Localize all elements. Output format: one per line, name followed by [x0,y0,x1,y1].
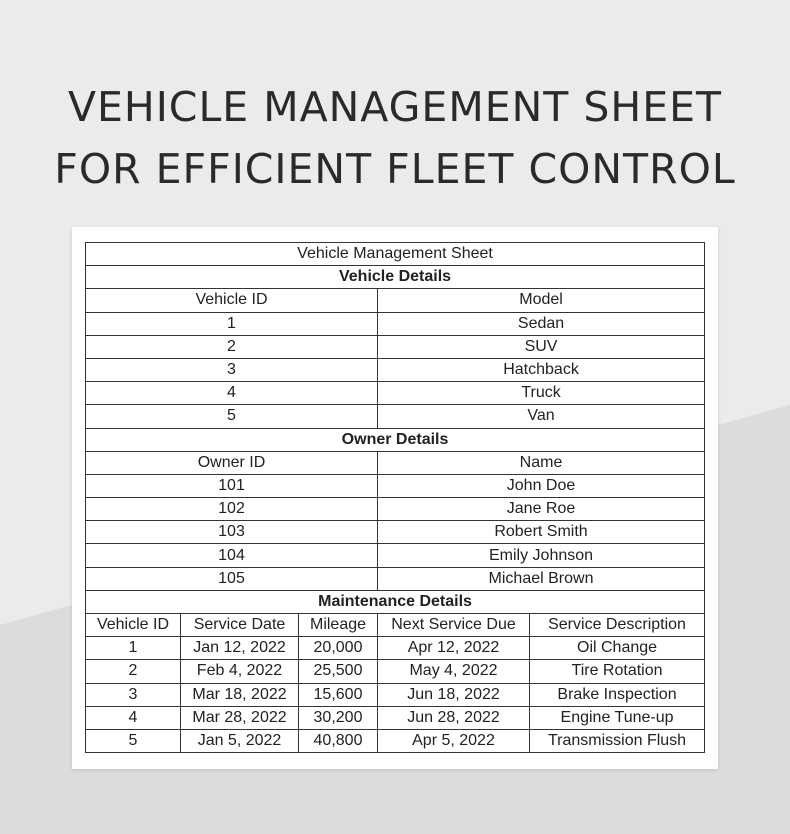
table-cell: 1 [86,637,181,660]
table-cell: Van [378,405,705,428]
table-row [86,567,705,590]
section-heading-row [86,266,705,289]
column-header: Owner ID [86,451,378,474]
table-cell: Engine Tune-up [530,706,705,729]
sheet-caption: Vehicle Management Sheet [86,243,705,266]
table-cell: 3 [86,683,181,706]
table-cell: Apr 12, 2022 [378,637,530,660]
column-header: Model [378,289,705,312]
table-cell: 103 [86,521,378,544]
table-row [86,637,705,660]
table-cell: 1 [86,312,378,335]
table-cell: 5 [86,405,378,428]
table-cell: Jan 5, 2022 [181,729,299,752]
table-cell: Sedan [378,312,705,335]
table-cell: Oil Change [530,637,705,660]
table-header-row [86,614,705,637]
column-header: Service Date [181,614,299,637]
column-header: Vehicle ID [86,614,181,637]
table-cell: Jun 28, 2022 [378,706,530,729]
spreadsheet-card [72,227,718,769]
title-line-1: VEHICLE MANAGEMENT SHEET [67,83,723,131]
table-cell: Brake Inspection [530,683,705,706]
column-header: Next Service Due [378,614,530,637]
table-cell: Emily Johnson [378,544,705,567]
table-cell: 4 [86,706,181,729]
column-header: Name [378,451,705,474]
table-cell: Jun 18, 2022 [378,683,530,706]
column-header: Mileage [299,614,378,637]
sheet-caption-row [86,243,705,266]
table-cell: Tire Rotation [530,660,705,683]
title-line-2: FOR EFFICIENT FLEET CONTROL [54,145,736,193]
table-row [86,474,705,497]
table-cell: Hatchback [378,358,705,381]
table-row [86,382,705,405]
table-cell: May 4, 2022 [378,660,530,683]
table-cell: 5 [86,729,181,752]
table-cell: Apr 5, 2022 [378,729,530,752]
table-row [86,660,705,683]
table-cell: 20,000 [299,637,378,660]
column-header: Vehicle ID [86,289,378,312]
table-cell: Mar 18, 2022 [181,683,299,706]
table-header-row [86,289,705,312]
table-cell: Jane Roe [378,498,705,521]
table-row [86,335,705,358]
owner-details-heading: Owner Details [86,428,705,451]
table-cell: 105 [86,567,378,590]
table-cell: SUV [378,335,705,358]
table-cell: Truck [378,382,705,405]
maintenance-details-heading: Maintenance Details [86,590,705,613]
table-row [86,521,705,544]
table-cell: Mar 28, 2022 [181,706,299,729]
table-cell: 101 [86,474,378,497]
table-cell: 4 [86,382,378,405]
table-cell: 2 [86,335,378,358]
page-title [0,76,790,200]
table-row [86,706,705,729]
table-row [86,683,705,706]
table-row [86,729,705,752]
table-header-row [86,451,705,474]
table-cell: 104 [86,544,378,567]
table-cell: Michael Brown [378,567,705,590]
table-row [86,498,705,521]
table-row [86,544,705,567]
table-cell: 3 [86,358,378,381]
section-heading-row [86,428,705,451]
table-cell: 102 [86,498,378,521]
table-row [86,312,705,335]
table-cell: 25,500 [299,660,378,683]
table-cell: 40,800 [299,729,378,752]
table-cell: Jan 12, 2022 [181,637,299,660]
table-cell: Robert Smith [378,521,705,544]
table-cell: Feb 4, 2022 [181,660,299,683]
vehicle-details-heading: Vehicle Details [86,266,705,289]
section-heading-row [86,590,705,613]
table-cell: 2 [86,660,181,683]
table-cell: 30,200 [299,706,378,729]
column-header: Service Description [530,614,705,637]
table-cell: Transmission Flush [530,729,705,752]
table-row [86,405,705,428]
table-cell: 15,600 [299,683,378,706]
table-row [86,358,705,381]
table-cell: John Doe [378,474,705,497]
vehicle-management-table [85,242,705,753]
